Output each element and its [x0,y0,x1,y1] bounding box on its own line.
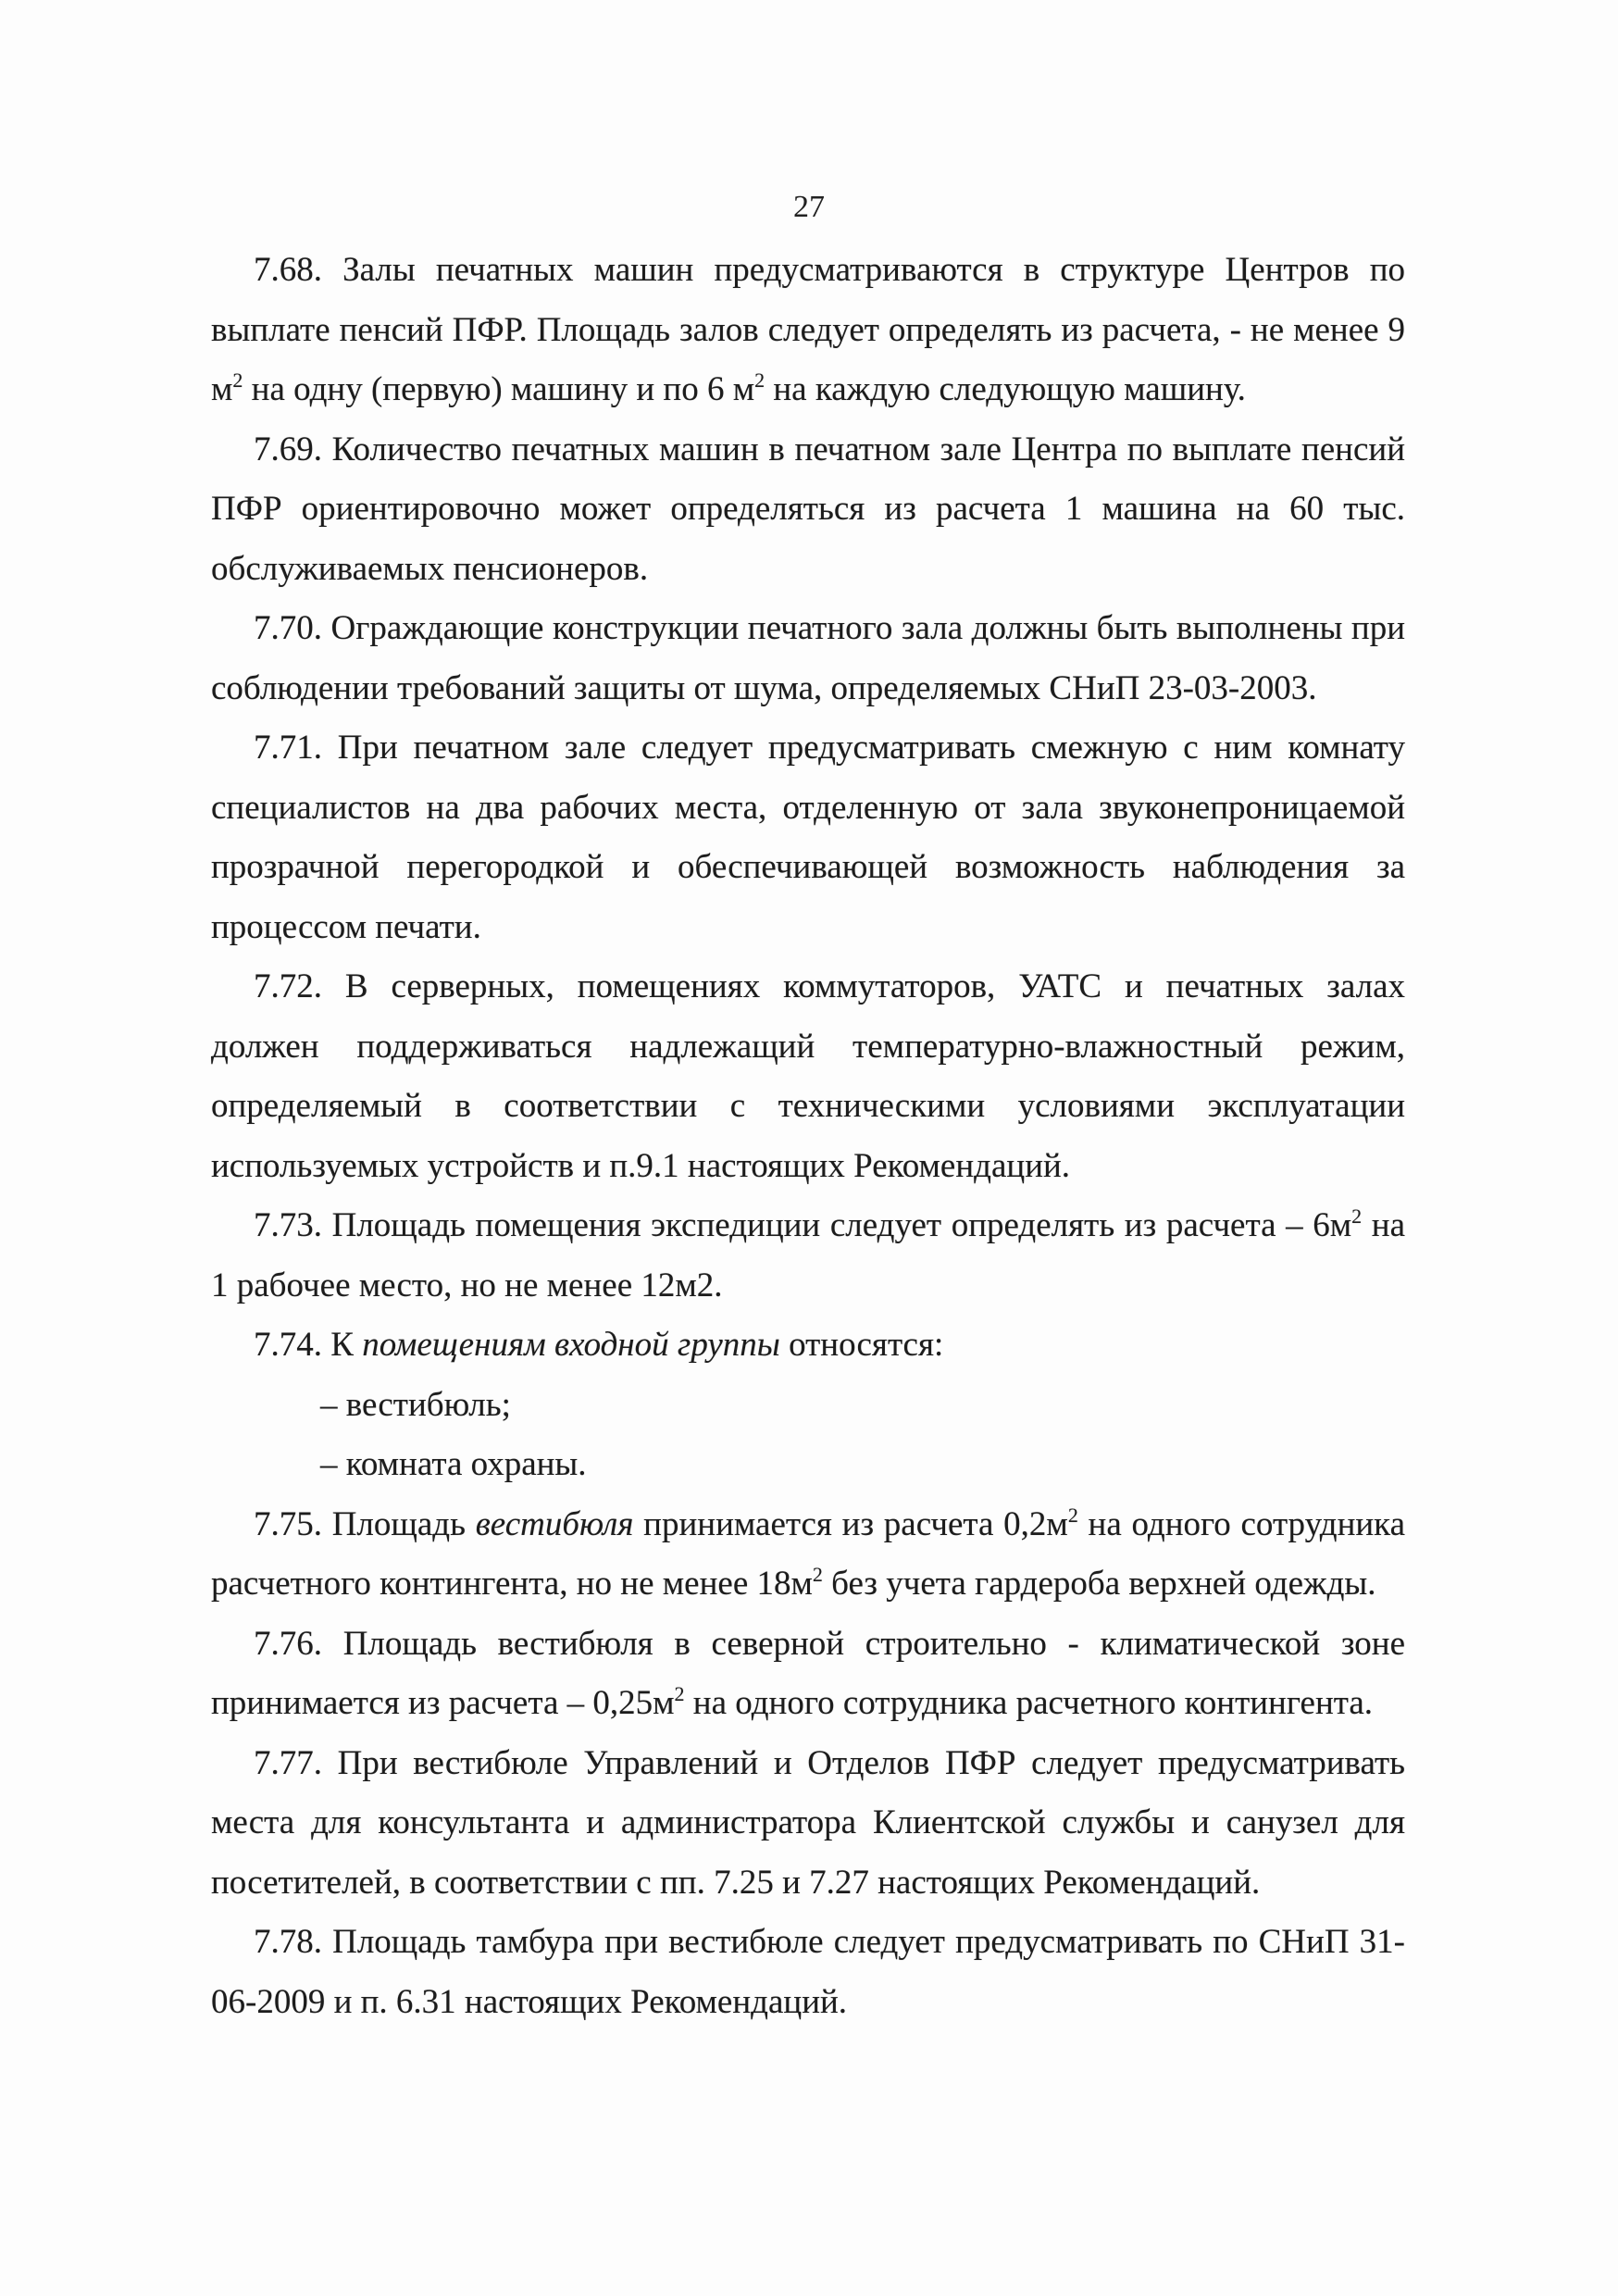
superscript: 2 [1351,1204,1363,1228]
paragraph-text: 7.76. Площадь вестибюля в северной строительно - климатической зоне принимается из расчета – 0,25м [211,1624,1405,1722]
paragraph-text: 7.75. Площадь [254,1504,476,1543]
paragraph-text: принимается из расчета 0,2м [633,1504,1068,1543]
emphasized-term: помещениям входной группы [362,1326,780,1364]
paragraph-7-77: 7.77. При вестибюле Управлений и Отделов ПФР следует предусматривать места для консультанта и администратора Клиентской службы и санузел для посетителей, в соответствии с пп. 7.25 и 7.27 настоящих Рекомендаций. [211,1743,1405,1902]
paragraph-text: 7.73. Площадь помещения экспедиции следует определять из расчета – 6м [254,1206,1352,1244]
paragraph-7-70: 7.70. Ограждающие конструкции печатного зала должны быть выполнены при соблюдении требований защиты от шума, определяемых СНиП 23-03-2003. [211,609,1405,707]
superscript: 2 [1067,1503,1078,1527]
superscript: 2 [232,368,243,392]
paragraph-text: на одну (первую) машину и по 6 м [243,370,755,408]
list-item: – вестибюль; [320,1385,511,1424]
paragraph-text: на одного сотрудника расчетного контингента. [684,1684,1374,1722]
paragraph-text: 7.68. Залы печатных машин предусматриваются в структуре Центров по выплате пенсий ПФР. Площадь залов следует определять из расчета, - не менее 9 м [211,251,1405,408]
paragraph-7-71: 7.71. При печатном зале следует предусматривать смежную с ним комнату специалистов на два рабочих места, отделенную от зала звуконепроницаемой прозрачной перегородкой и обеспечивающей возможность наблюдения за процессом печати. [211,729,1405,946]
paragraph-text: 7.74. К [254,1326,363,1364]
superscript: 2 [754,368,765,392]
paragraph-7-69: 7.69. Количество печатных машин в печатном зале Центра по выплате пенсий ПФР ориентировочно может определяться из расчета 1 машина на 60 тыс. обслуживаемых пенсионеров. [211,430,1405,588]
paragraph-text: на одного сотрудника расчетного контингента, но не менее 18м [211,1504,1406,1603]
paragraph-7-75 [211,1495,1405,1615]
paragraph-7-74 [211,1316,1405,1376]
list-item: – комната охраны. [320,1445,587,1483]
paragraph-7-68 [211,241,1405,420]
paragraph-7-72: 7.72. В серверных, помещениях коммутаторов, УАТС и печатных залах должен поддерживаться надлежащий температурно-влажностный режим, определяемый в соответствии с техническими условиями эксплуатации используемых устройств и п.9.1 настоящих Рекомендаций. [211,967,1405,1185]
emphasized-term: вестибюля [475,1504,634,1543]
superscript: 2 [674,1682,685,1705]
superscript: 2 [812,1563,823,1586]
paragraph-7-78: 7.78. Площадь тамбура при вестибюле следует предусматривать по СНиП 31-06-2009 и п. 6.31 настоящих Рекомендаций. [211,1923,1405,2021]
page-number: 27 [793,190,825,224]
paragraph-text: относятся: [779,1326,944,1364]
paragraph-text: без учета гардероба верхней одежды. [822,1565,1376,1603]
paragraph-text: на 1 рабочее место, но не менее 12м2. [211,1206,1405,1304]
paragraph-7-76 [211,1615,1405,1734]
paragraph-text: на каждую следующую машину. [765,370,1246,408]
paragraph-7-73 [211,1196,1405,1316]
document-body [211,241,1405,2032]
